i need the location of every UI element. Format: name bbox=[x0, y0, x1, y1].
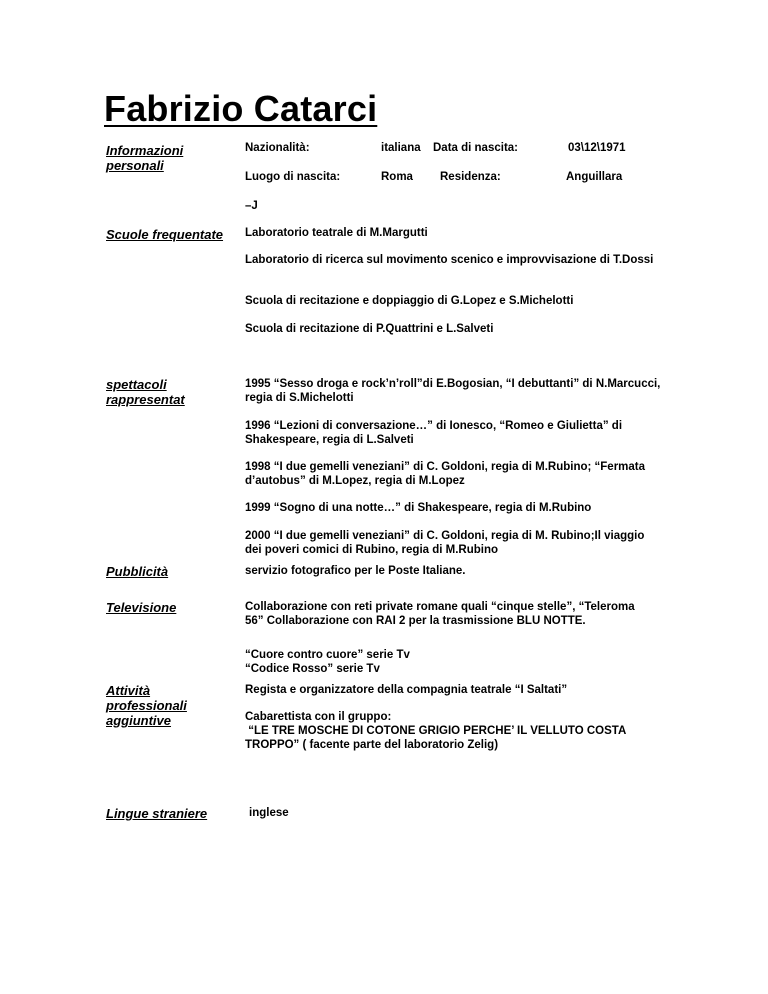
section-heading-shows: spettacoli rappresentat bbox=[106, 377, 185, 407]
list-item: Laboratorio teatrale di M.Margutti bbox=[245, 227, 428, 239]
section-heading-television: Televisione bbox=[106, 600, 177, 615]
birthdate-label: Data di nascita: bbox=[433, 142, 518, 154]
residence-label: Residenza: bbox=[440, 171, 501, 183]
activity-label: Cabarettista con il gruppo: bbox=[245, 711, 392, 723]
list-item: Scuola di recitazione di P.Quattrini e L.Salveti bbox=[245, 323, 494, 335]
list-item: “Cuore contro cuore” serie Tv bbox=[245, 649, 410, 661]
advertising-text: servizio fotografico per le Poste Italiane. bbox=[245, 565, 466, 577]
list-item: “Codice Rosso” serie Tv bbox=[245, 663, 380, 675]
birthdate-value: 03\12\1971 bbox=[568, 142, 626, 154]
section-heading-languages: Lingue straniere bbox=[106, 806, 208, 821]
list-item: 1996 “Lezioni di conversazione…” di Ionesco, “Romeo e Giulietta” di Shakespeare, regia di L.Salveti bbox=[245, 420, 623, 446]
section-heading-personal: Informazioni personali bbox=[106, 143, 184, 173]
nationality-label: Nazionalità: bbox=[245, 142, 310, 154]
section-heading-advertising: Pubblicità bbox=[106, 564, 169, 579]
activity-description: “LE TRE MOSCHE DI COTONE GRIGIO PERCHE’ IL VELLUTO COSTA TROPPO” ( facente parte del laboratorio Zelig) bbox=[245, 725, 630, 751]
list-item: 1999 “Sogno di una notte…” di Shakespeare, regia di M.Rubino bbox=[245, 502, 592, 514]
list-item: 1995 “Sesso droga e rock’n’roll”di E.Bogosian, “I debuttanti” di N.Marcucci, regia di S.Michelotti bbox=[245, 378, 661, 404]
list-item: 2000 “I due gemelli veneziani” di C. Goldoni, regia di M. Rubino;Il viaggio dei poveri comici di Rubino, regia di M.Rubino bbox=[245, 530, 645, 556]
residence-value: Anguillara bbox=[566, 171, 623, 183]
activity-item-cabaret bbox=[245, 710, 670, 752]
page-title: Fabrizio Catarci bbox=[104, 88, 378, 129]
television-text: Collaborazione con reti private romane quali “cinque stelle”, “Teleroma 56” Collaborazione con RAI 2 per la trasmissione BLU NOTTE. bbox=[245, 601, 635, 627]
television-series-list bbox=[245, 648, 670, 676]
section-heading-schools: Scuole frequentate bbox=[106, 227, 224, 242]
activity-item: Regista e organizzatore della compagnia teatrale “I Saltati” bbox=[245, 684, 568, 696]
personal-extra: –J bbox=[245, 200, 258, 212]
birthplace-label: Luogo di nascita: bbox=[245, 171, 341, 183]
section-heading-activities: Attività professionali aggiuntive bbox=[106, 683, 187, 728]
list-item: Scuola di recitazione e doppiaggio di G.Lopez e S.Michelotti bbox=[245, 295, 574, 307]
language-value: inglese bbox=[249, 807, 289, 819]
nationality-value: italiana bbox=[381, 142, 421, 154]
birthplace-value: Roma bbox=[381, 171, 413, 183]
list-item: 1998 “I due gemelli veneziani” di C. Goldoni, regia di M.Rubino; “Fermata d’autobus” di M.Lopez, regia di M.Lopez bbox=[245, 461, 646, 487]
list-item: Laboratorio di ricerca sul movimento scenico e improvvisazione di T.Dossi bbox=[245, 254, 654, 266]
